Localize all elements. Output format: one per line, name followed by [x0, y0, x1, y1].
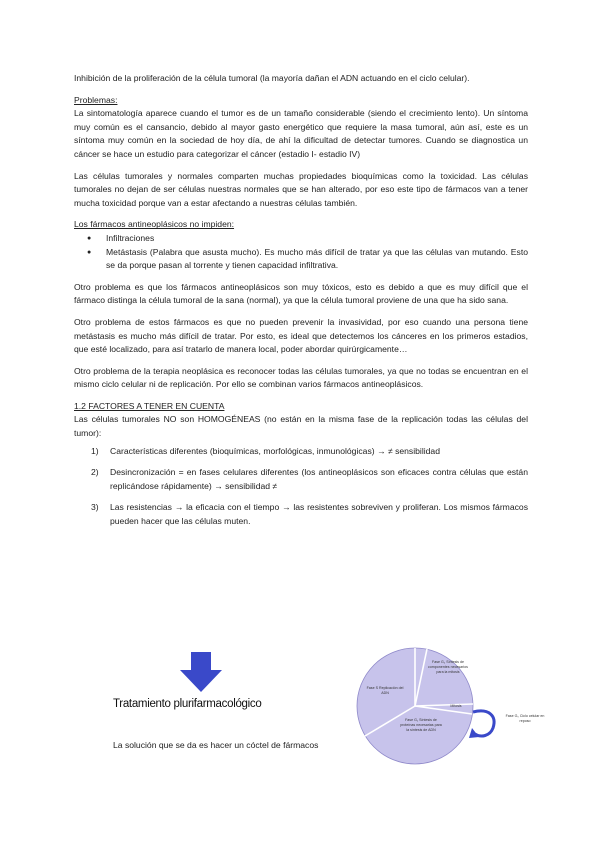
heading-problemas: Problemas: — [74, 94, 118, 105]
heading-factores: 1.2 FACTORES A TENER EN CUENTA — [74, 400, 225, 411]
paragraph-toxicidad: Otro problema es que los fármacos antineoplásicos son muy tóxicos, esto es debido a que es muy difícil que el fármaco distinga la célula tumoral de la sana (normal), ya que la célula tumoral proviene de una que ha sido sana. — [74, 281, 528, 306]
list-item: ● Infiltraciones — [74, 232, 528, 246]
paragraph-inhibition: Inhibición de la proliferación de la célula tumoral (la mayoría dañan el ADN actuando en el ciclo celular). — [74, 73, 470, 83]
pie-label-s: Fase S Replicación del ADN — [366, 686, 404, 695]
pie-label-mitosis: Mitosis — [450, 704, 462, 708]
heading-no-impiden: Los fármacos antineoplásicos no impiden: — [74, 219, 235, 230]
paragraph-celulas-tumorales: Las células tumorales y normales comparten muchas propiedades bioquímicas como la toxicidad. Las células tumorales no dejan de ser células nuestras normales que se han alterado, por eso este tipo de fármacos van a tener mucha toxicidad porque van a estar afectando a nuestras células también. — [74, 170, 528, 208]
solution-text: La solución que se da es hacer un cóctel de fármacos — [113, 740, 319, 750]
paragraph-ciclo-celular: Otro problema de la terapia neoplásica es reconocer todas las células tumorales, ya que no todas se encuentran en el mismo ciclo celular ni de replicación. Por ello se combinan varios fármacos antineoplásicos. — [74, 365, 528, 390]
list-item: 2) Desincronización = en fases celulares diferentes (los antineoplásicos son eficaces contra células que están replicándose rápidamente) → sensibilidad ≠ — [91, 467, 528, 491]
paragraph-no-homogeneas: Las células tumorales NO son HOMOGÉNEAS (no están en la misma fase de la replicación todas las células del tumor): — [74, 414, 528, 439]
paragraph-invasividad: Otro problema de estos fármacos es que no pueden prevenir la invasividad, por eso cuando una persona tiene metástasis es mucho más difícil de tratar. Por esto, es ideal que detectemos los cánceres en los primeros estadios, que esté localizado, para así tratarlo de manera local, poder abordar quirúrgicamente… — [74, 316, 528, 355]
list-factores — [74, 445, 528, 529]
paragraph-sintomatologia: La sintomatología aparece cuando el tumor es de un tamaño considerable (siendo el crecimiento lento). Un síntoma muy común es el cansancio, debido al mayor gasto energético que requiere la masa tumoral, aún así, este es un síntoma muy común en la sociedad de hoy día, de ahí la dificultad de detectar tumores. Cuando se diagnostica un cáncer se hace un estudio para categorizar el cáncer (estadio I- estadio IV) — [74, 108, 528, 159]
g0-arrow-head-icon — [469, 728, 479, 738]
pie-label-g0: Fase G₀ Ciclo celular en reposo — [505, 714, 545, 723]
list-item: 3) Las resistencias → la eficacia con el tiempo → las resistentes sobreviven y proliferan. Los mismos fármacos pueden hacer que las células muten. — [91, 502, 528, 527]
down-arrow-icon — [180, 652, 222, 692]
g0-curved-arrow-icon — [473, 711, 494, 736]
document-body — [74, 72, 528, 537]
list-item: ● Metástasis (Palabra que asusta mucho). Es mucho más difícil de tratar ya que las células van mutando. Esto se da porque pasan al torrente y tienen capacidad infiltrativa. — [74, 246, 528, 273]
list-item: 1) Características diferentes (bioquímicas, morfológicas, inmunológicas) → ≠ sensibilidad — [91, 445, 440, 456]
cell-cycle-diagram — [355, 642, 555, 770]
pie-label-g1: Fase G₁ Síntesis de proteínas necesarias para la síntesis de ADN — [400, 718, 442, 732]
treatment-title: Tratamiento plurifarmacológico — [113, 698, 262, 710]
pie-label-g2: Fase G₂ Síntesis de componentes necesarios para la mitosis — [428, 660, 468, 674]
list-no-impiden — [74, 232, 528, 273]
